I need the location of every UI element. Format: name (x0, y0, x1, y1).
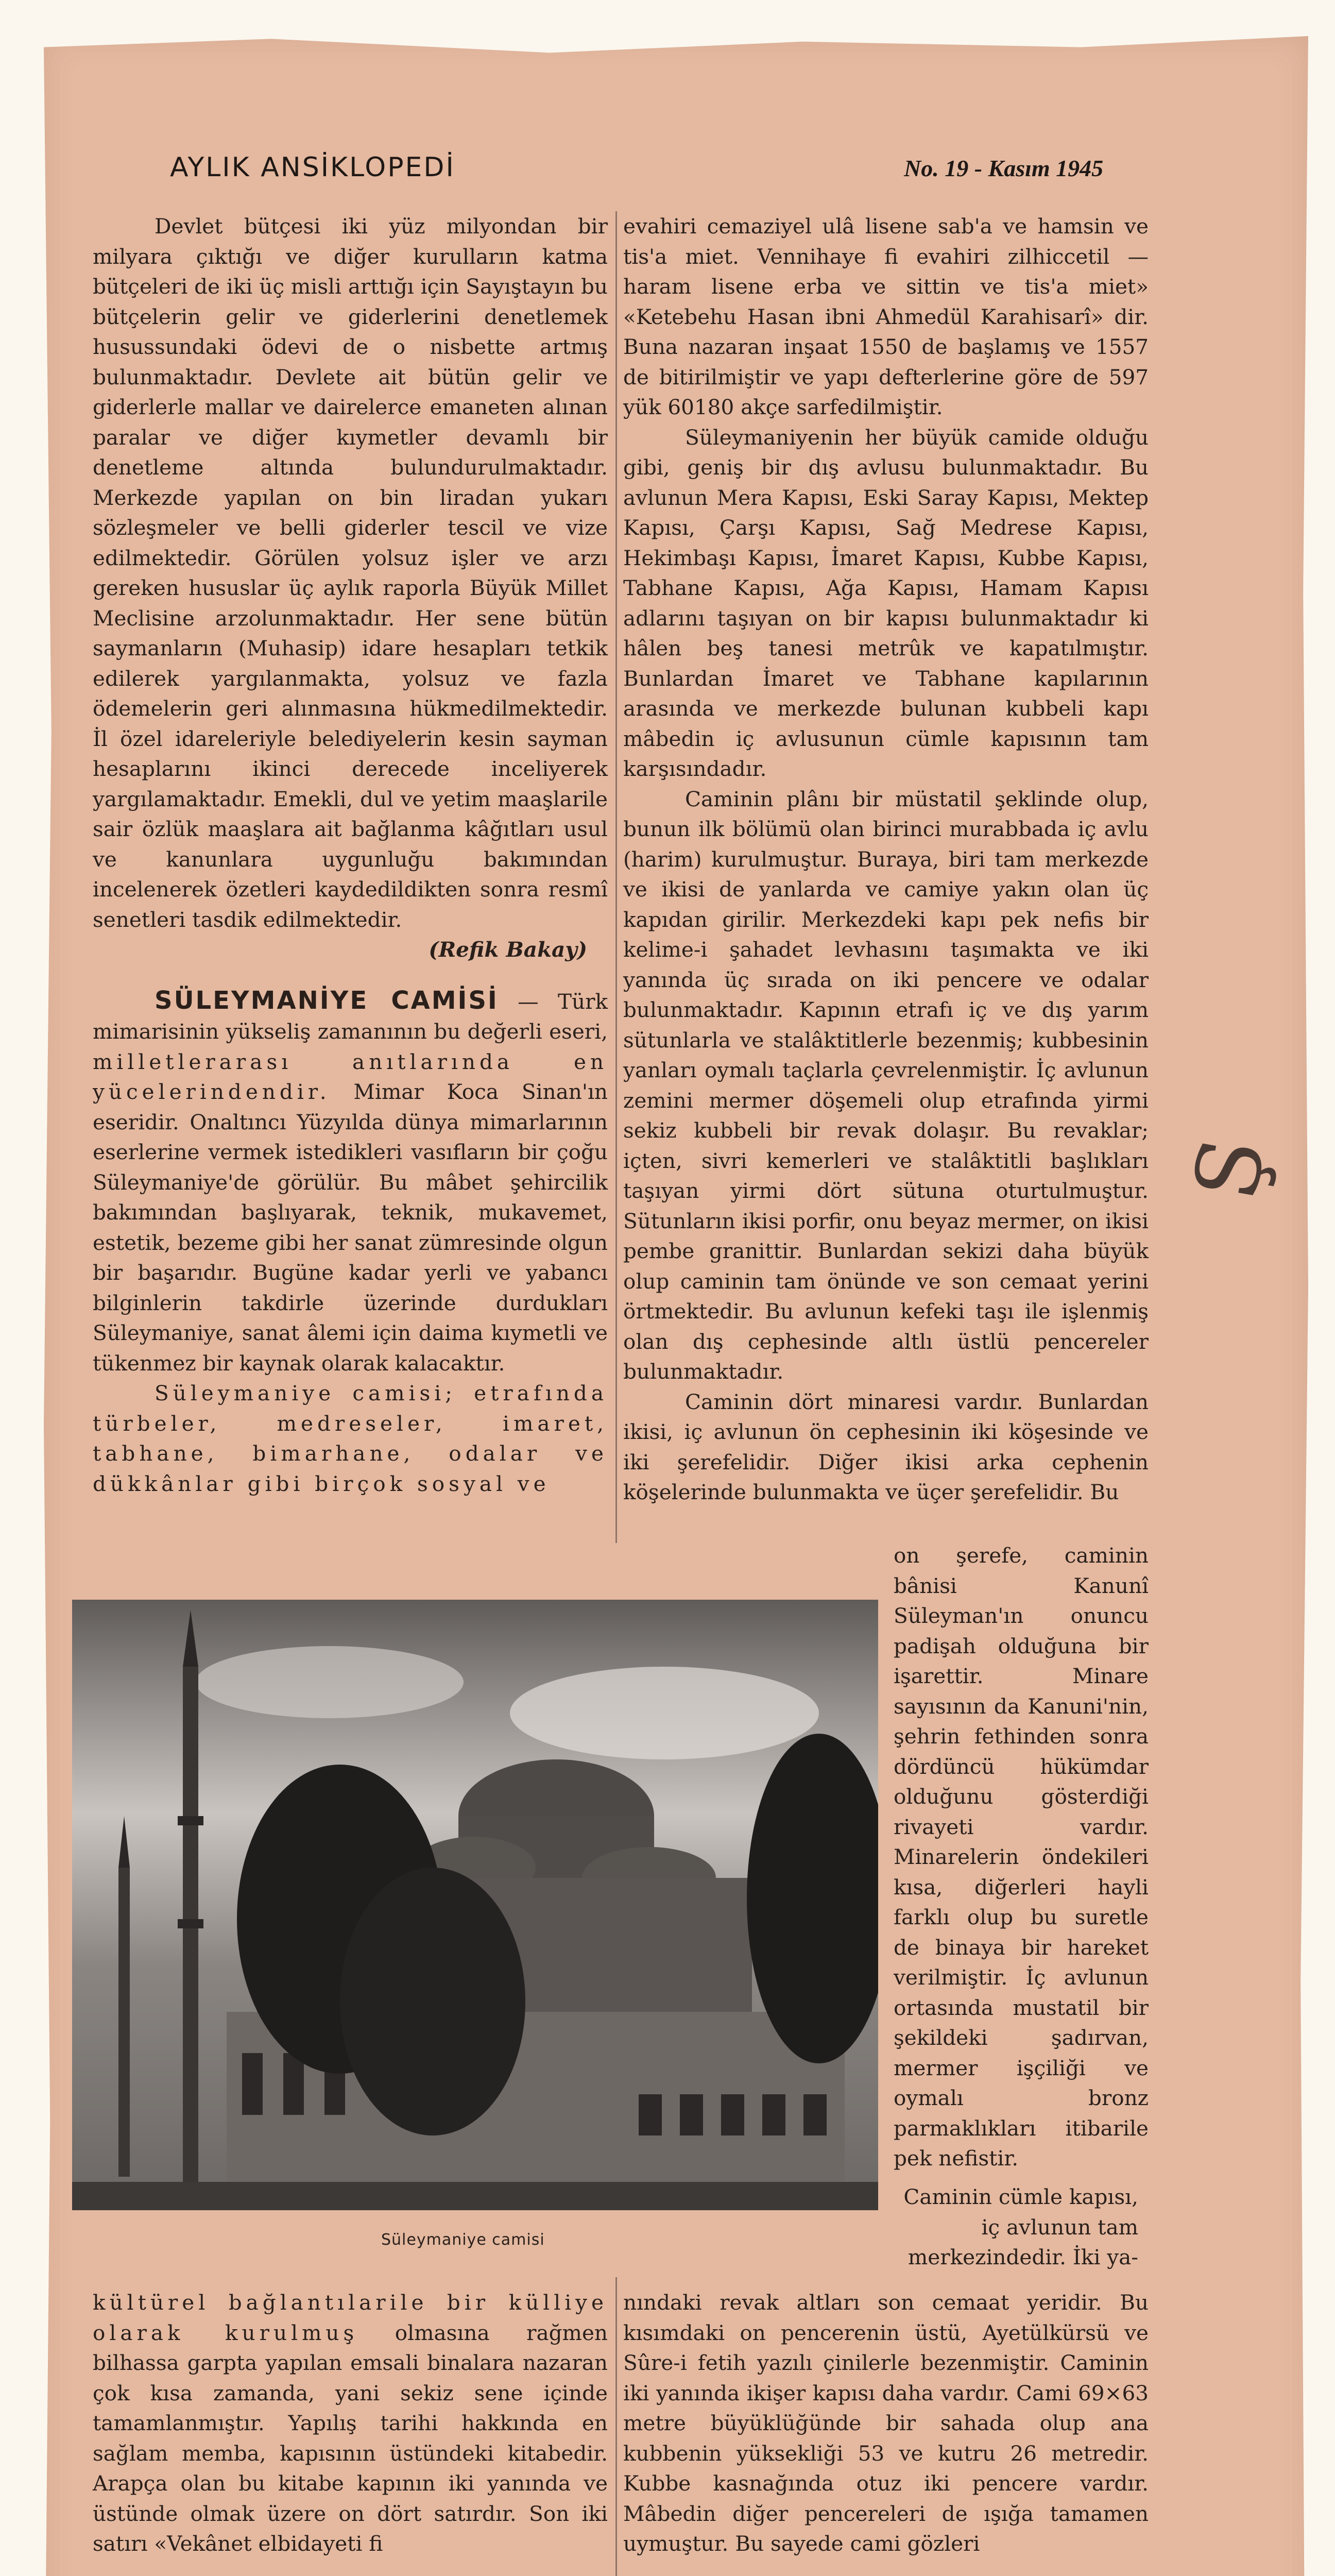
sayistay-paragraph: Devlet bütçesi iki yüz milyondan bir milyara çıktığı ve diğer kurulların katma bütçeleri de iki üç misli arttığı için Sayıştayın bu bütçelerin gelir ve giderlerini denetlemek husussundaki ödevi de o nisbette artmış bulunmaktadır. Devlete ait bütün gelir ve giderlerle mallar ve dairelerce emaneten alınan paralar ve diğer kıymetler devamlı bir denetleme altında bulundurulmaktadır. Merkezde yapılan on bin liradan yukarı sözleşmeler ve belli giderler tescil ve vize edilmektedir. Görülen yolsuz işler ve arzı gereken hususlar üç aylık raporla Büyük Millet Meclisine arzolunmaktadır. Her sene bütün saymanların (Muhasip) idare hesapları tetkik edilerek yargılanmakta, yolsuz ve fazla ödemelerin geri alınmasına hükmedilmektedir. İl özel idareleriyle belediyelerin kesin sayman hesaplarını ikinci derecede inceliyerek yargılamaktadır. Emekli, dul ve yetim maaşlarile sair özlük maaşlara ait bağlanma kâğıtları usul ve kanunlara uygunluğu bakımından incelenerek özetleri kaydedildikten sonra resmî senetleri tasdik edilmektedir. (93, 214, 608, 932)
serefe-paragraph: on şerefe, caminin bânisi Kanunî Süleyman'ın onuncu padişah olduğuna bir işarettir. Minare sayısının da Kanuni'nin, şehrin fethinden sonra dördüncü hükümdar olduğunu gösterdiği rivayeti vardır. Minarelerin öndekileri kısa, diğerleri hayli farklı olup bu suretle de binaya bir hareket verilmiştir. İç avlunun ortasında mustatil bir şekildeki şadırvan, mermer işçiliği ve oymalı bronz parmaklıkları itibarile pek nefistir. (894, 1543, 1149, 2171)
minare-paragraph: Caminin dört minaresi vardır. Bunlardan ikisi, iç avlunun ön cephesinin iki köşesinde ve iki şerefelidir. Diğer ikisi arka cephenin köşelerinde bulunmakta ve üçer şerefelidir. Bu (623, 1389, 1149, 1504)
column-divider (615, 211, 617, 1543)
plan-paragraph: Caminin plânı bir müstatil şeklinde olup, bunun ilk bölümü olan birinci murabbada iç avlu (harim) kurulmuştur. Buraya, biri tam merkezde ve ikisi de yanlarda ve camiye yakın olan üç kapıdan girilir. Merkezdeki kapı pek nefis bir kelime-i şahadet levhasını taşımakta ve iki yanında üç sırada on iki pencere ve odalar bulunmaktadır. Kapının etrafı iç ve dış yarım sütunlarla ve stalâktitlerle bezenmiş; kubbesinin yanları oymalı taçlarla çevrelenmiştir. İç avlunun zemini mermer döşemeli olup etrafında yirmi sekiz kubbeli bir revak dolaşır. Bu revaklar; içten, sivri kemerleri ve stalâktitli başlıkları taşıyan yirmi dört sütuna oturtulmuştur. Sütunların ikisi porfir, onu beyaz mermer, on ikisi pembe granittir. Bunlardan sekizi daha büyük olup caminin tam önünde ve son cemaat yerini örtmektedir. Bu avlunun kefeki taşı ile işlenmiş olan dış cephesinde altlı üstlü pencereler bulunmaktadır. (623, 786, 1149, 1384)
kulliye-text: olmasına rağmen bilhassa garpta yapılan emsali binalara nazaran çok kısa zamanda, yani sekiz sene içinde tamamlanmıştır. Yapılış tarihi hakkında en sağlam memba, kapısının üstündeki kitabedir. Arapça olan bu kitabe kapının iki yanında ve üstünde olmak üzere on dört satırdır. Son iki satırı «Vekânet elbidayeti fi (93, 2320, 608, 2556)
article-heading: SÜLEYMANİYE CAMİSİ (155, 986, 499, 1015)
right-column-top (623, 211, 1149, 1507)
article-intro (93, 986, 608, 1379)
right-column-bottom (623, 2287, 1149, 2559)
kitabe-paragraph: evahiri cemaziyel ulâ lisene sab'a ve hamsin ve tis'a miet. Vennihaye fi evahiri zilhiccetil — haram lisene erba ve sittin ve tis'a miet» «Ketebehu Hasan ibni Ahmedül Karahisarî» dir. Buna nazaran inşaat 1550 de başlamış ve 1557 de bitirilmiştir ve yapı defterlerine göre de 597 yük 60180 akçe sarfedilmiştir. (623, 214, 1149, 419)
avlu-paragraph: Süleymaniyenin her büyük camide olduğu gibi, geniş bir dış avlusu bulunmaktadır. Bu avlunun Mera Kapısı, Eski Saray Kapısı, Mektep Kapısı, Çarşı Kapısı, Sağ Medrese Kapısı, Hekimbaşı Kapısı, İmaret Kapısı, Kubbe Kapısı, Tabhane Kapısı, Ağa Kapısı, Hamam Kapısı adlarını taşıyan on bir kapısı bulunmaktadır ki hâlen beş tanesi metrûk ve kapatılmıştır. Bunlardan İmaret ve Tabhane kapılarının arasında ve merkezde bulunan kubbeli kapı mâbedin iç avlusunun cümle kapısının tam karşısındadır. (623, 425, 1149, 781)
revak-paragraph: nındaki revak altları son cemaat yeridir. Bu kısımdaki on pencerenin üstü, Ayetülkürsü ve Sûre-i fetih yazılı çinilerle bezenmiştir. Caminin iki yanında ikişer kapısı daha vardır. Cami 69×63 metre büyüklüğünde bir sahada olup ana kubbenin yüksekliği 53 ve kutru 26 metredir. Kubbe kasnağında otuz iki pencere vardır. Mâbedin diğer pencereleri de ışığa tamamen uymuştur. Bu sayede cami gözleri (623, 2290, 1149, 2556)
left-column-bottom (93, 2287, 608, 2559)
photo-caption: Süleymaniye camisi (381, 2231, 545, 2249)
right-after-photo-lead (896, 2182, 1149, 2273)
issue-number: No. 19 - Kasım 1945 (904, 155, 1104, 181)
left-column-top (93, 211, 608, 1499)
mosque-illustration (72, 1600, 878, 2210)
magazine-title: AYLIK ANSİKLOPEDİ (170, 152, 455, 183)
mosque-photo (72, 1600, 878, 2210)
column-divider-bottom (615, 2277, 617, 2576)
article-intro-spaced: milletlerarası anıtlarında en yücelerindendir. (93, 1049, 608, 1104)
right-narrow-column (894, 1540, 1149, 2174)
handwritten-margin-mark: Ş (1174, 1130, 1286, 1208)
article-intro-text: — Türk mimarisinin yükseliş zamanının bu değerli eseri, (93, 989, 608, 1044)
kulliye-spaced: kültürel bağlantılarile bir külliye olarak kurulmuş (93, 2290, 608, 2345)
cumle-kapisi-lead: Caminin cümle kapısı, iç avlunun tam merkezindedir. İki ya- (903, 2184, 1138, 2269)
kulliye-paragraph (93, 2287, 608, 2559)
article-p2: Süleymaniye camisi; etrafında türbeler, medreseler, imaret, tabhane, bimarhane, odalar ve dükkânlar gibi birçok sosyal ve (93, 1381, 608, 1496)
article-p1-text: Mimar Koca Sinan'ın eseridir. Onaltıncı Yüzyılda dünya mimarlarının eserlerine vermek istedikleri vasıfların bir çoğu Süleymaniye'de görülür. Bu mâbet şehircilik bakımından başlıyarak, teknik, mukavemet, estetik, bezeme gibi her sanat zümresinde olgun bir başarıdır. Bugüne kadar yerli ve yabancı bilginlerin takdirle üzerinde durdukları Süleymaniye, sanat âlemi için daima kıymetli ve tükenmez bir kaynak olarak kalacaktır. (93, 1079, 608, 1376)
author-signature: (Refik Bakay) (429, 937, 587, 962)
